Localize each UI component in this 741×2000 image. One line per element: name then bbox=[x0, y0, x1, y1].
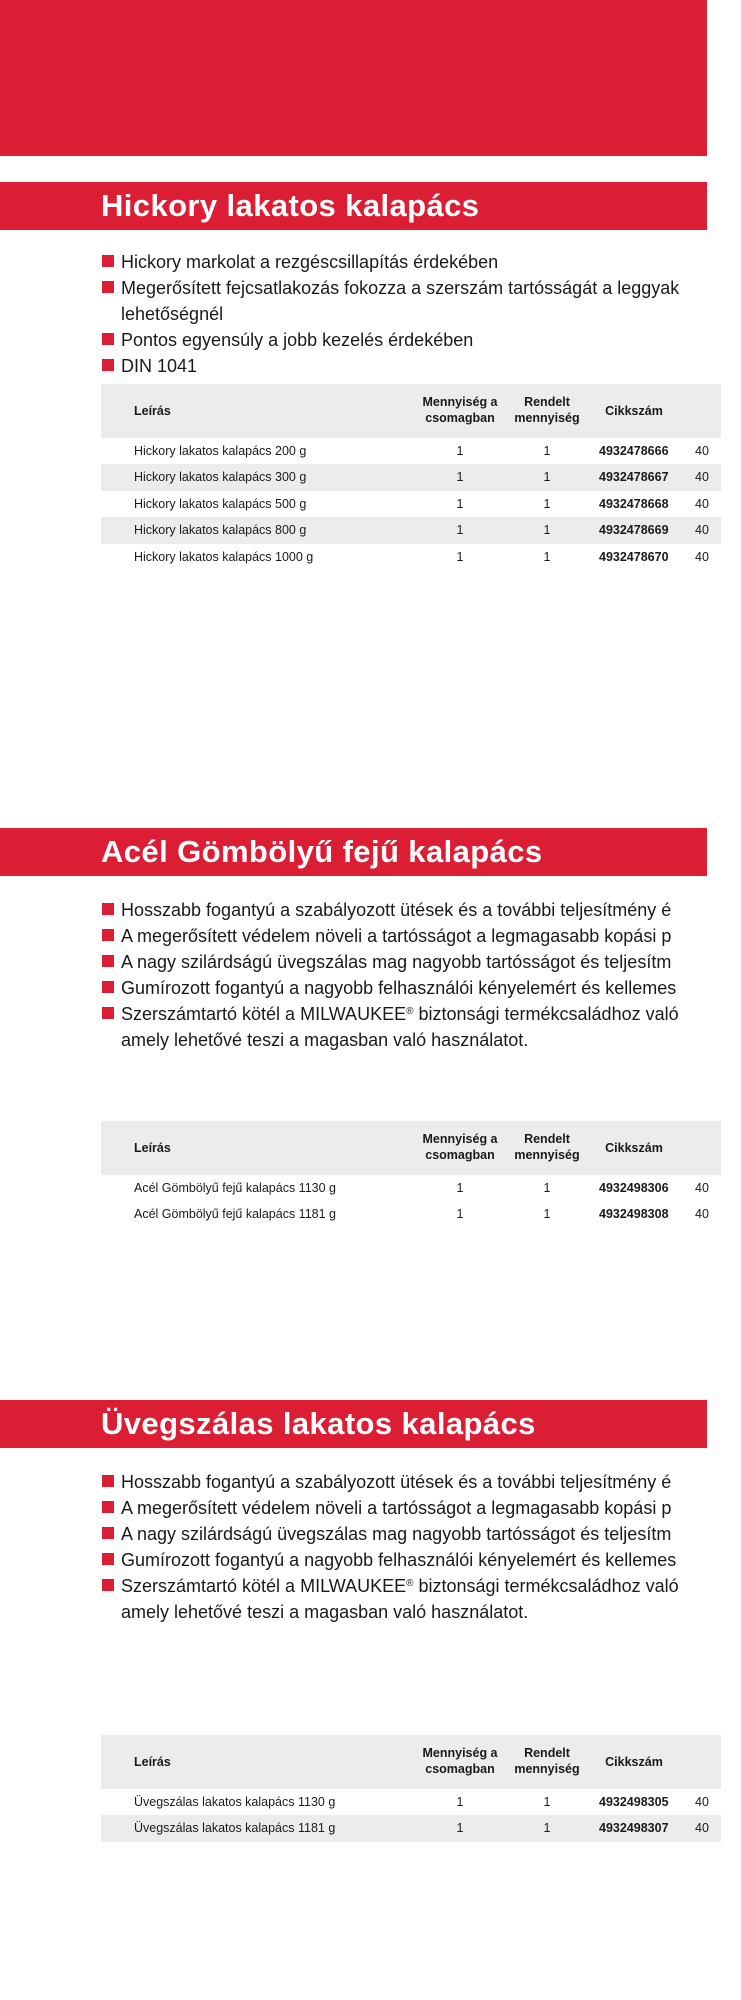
feature-item: A megerősített védelem növeli a tartósságot a legmagasabb kopási p bbox=[101, 1495, 741, 1521]
bullet-square-icon bbox=[102, 981, 114, 993]
col-header-article-no: Cikkszám bbox=[605, 404, 663, 418]
section-title-band bbox=[0, 828, 707, 876]
feature-list bbox=[101, 897, 741, 1053]
feature-item: Hickory markolat a rezgéscsillapítás érdekében bbox=[101, 249, 741, 275]
col-header-article-no: Cikkszám bbox=[605, 1755, 663, 1769]
col-header-pack-qty: Mennyiség a csomagban bbox=[422, 1132, 498, 1162]
bullet-square-icon bbox=[102, 1527, 114, 1539]
col-header-order-qty: Rendelt mennyiség bbox=[514, 395, 580, 425]
header-band bbox=[0, 0, 707, 156]
section-title: Üvegszálas lakatos kalapács bbox=[101, 1406, 536, 1441]
product-table bbox=[101, 1121, 721, 1228]
feature-item: DIN 1041 bbox=[101, 353, 741, 379]
col-header-pack-qty: Mennyiség a csomagban bbox=[422, 395, 498, 425]
col-header-pack-qty: Mennyiség a csomagban bbox=[422, 1746, 498, 1776]
bullet-square-icon bbox=[102, 1475, 114, 1487]
table-row: Hickory lakatos kalapács 200 g 1 1 4932478666 40 bbox=[134, 444, 709, 458]
bullet-square-icon bbox=[102, 1553, 114, 1565]
product-table bbox=[101, 1735, 721, 1842]
section-title: Acél Gömbölyű fejű kalapács bbox=[101, 834, 543, 869]
table-row: Acél Gömbölyű fejű kalapács 1181 g 1 1 4932498308 40 bbox=[134, 1207, 709, 1222]
feature-list bbox=[101, 1469, 741, 1625]
section-title-band bbox=[0, 1400, 707, 1448]
table-row: Hickory lakatos kalapács 500 g 1 1 4932478668 40 bbox=[134, 496, 709, 511]
bullet-square-icon bbox=[102, 1501, 114, 1513]
bullet-square-icon bbox=[102, 903, 114, 915]
bullet-square-icon bbox=[102, 255, 114, 267]
feature-item: A nagy szilárdságú üvegszálas mag nagyobb tartósságot és teljesítm bbox=[101, 949, 741, 975]
bullet-square-icon bbox=[102, 955, 114, 967]
feature-item: Hosszabb fogantyú a szabályozott ütések és a további teljesítmény é bbox=[101, 1469, 741, 1495]
section-title-band bbox=[0, 182, 707, 230]
table-row: Hickory lakatos kalapács 1000 g 1 1 4932478670 40 bbox=[134, 549, 709, 564]
col-header-description: Leírás bbox=[134, 1755, 171, 1769]
col-header-article-no: Cikkszám bbox=[605, 1141, 663, 1155]
table-row: Üvegszálas lakatos kalapács 1181 g 1 1 4932498307 40 bbox=[101, 1815, 721, 1841]
col-header-order-qty: Rendelt mennyiség bbox=[514, 1746, 580, 1776]
feature-item: Szerszámtartó kötél a MILWAUKEE® biztonsági termékcsaládhoz való amely lehetővé teszi a magasban való használatot. bbox=[101, 1001, 741, 1053]
table-header bbox=[101, 384, 721, 438]
registered-mark: ® bbox=[406, 1006, 414, 1017]
registered-mark: ® bbox=[406, 1578, 414, 1589]
table-row: Hickory lakatos kalapács 300 g 1 1 4932478667 40 bbox=[101, 464, 721, 490]
feature-item: A nagy szilárdságú üvegszálas mag nagyobb tartósságot és teljesítm bbox=[101, 1521, 741, 1547]
col-header-order-qty: Rendelt mennyiség bbox=[514, 1132, 580, 1162]
feature-item: Szerszámtartó kötél a MILWAUKEE® biztonsági termékcsaládhoz való amely lehetővé teszi a magasban való használatot. bbox=[101, 1573, 741, 1625]
table-header bbox=[101, 1735, 721, 1789]
bullet-square-icon bbox=[102, 929, 114, 941]
feature-item: Pontos egyensúly a jobb kezelés érdekében bbox=[101, 327, 741, 353]
feature-item: Hosszabb fogantyú a szabályozott ütések és a további teljesítmény é bbox=[101, 897, 741, 923]
bullet-square-icon bbox=[102, 333, 114, 345]
feature-item: Gumírozott fogantyú a nagyobb felhasználói kényelemért és kellemes bbox=[101, 975, 741, 1001]
bullet-square-icon bbox=[102, 281, 114, 293]
table-row: Acél Gömbölyű fejű kalapács 1130 g 1 1 4932498306 40 bbox=[134, 1181, 709, 1195]
feature-item: Gumírozott fogantyú a nagyobb felhasználói kényelemért és kellemes bbox=[101, 1547, 741, 1573]
table-header bbox=[101, 1121, 721, 1175]
bullet-square-icon bbox=[102, 359, 114, 371]
section-title: Hickory lakatos kalapács bbox=[101, 188, 480, 223]
feature-item: A megerősített védelem növeli a tartósságot a legmagasabb kopási p bbox=[101, 923, 741, 949]
feature-list bbox=[101, 249, 741, 379]
bullet-square-icon bbox=[102, 1579, 114, 1591]
product-table bbox=[101, 384, 721, 570]
col-header-description: Leírás bbox=[134, 1141, 171, 1155]
feature-item: Megerősített fejcsatlakozás fokozza a szerszám tartósságát a leggyak lehetőségnél bbox=[101, 275, 741, 327]
col-header-description: Leírás bbox=[134, 404, 171, 418]
table-row: Hickory lakatos kalapács 800 g 1 1 4932478669 40 bbox=[101, 517, 721, 543]
bullet-square-icon bbox=[102, 1007, 114, 1019]
table-row: Üvegszálas lakatos kalapács 1130 g 1 1 4932498305 40 bbox=[134, 1795, 709, 1809]
